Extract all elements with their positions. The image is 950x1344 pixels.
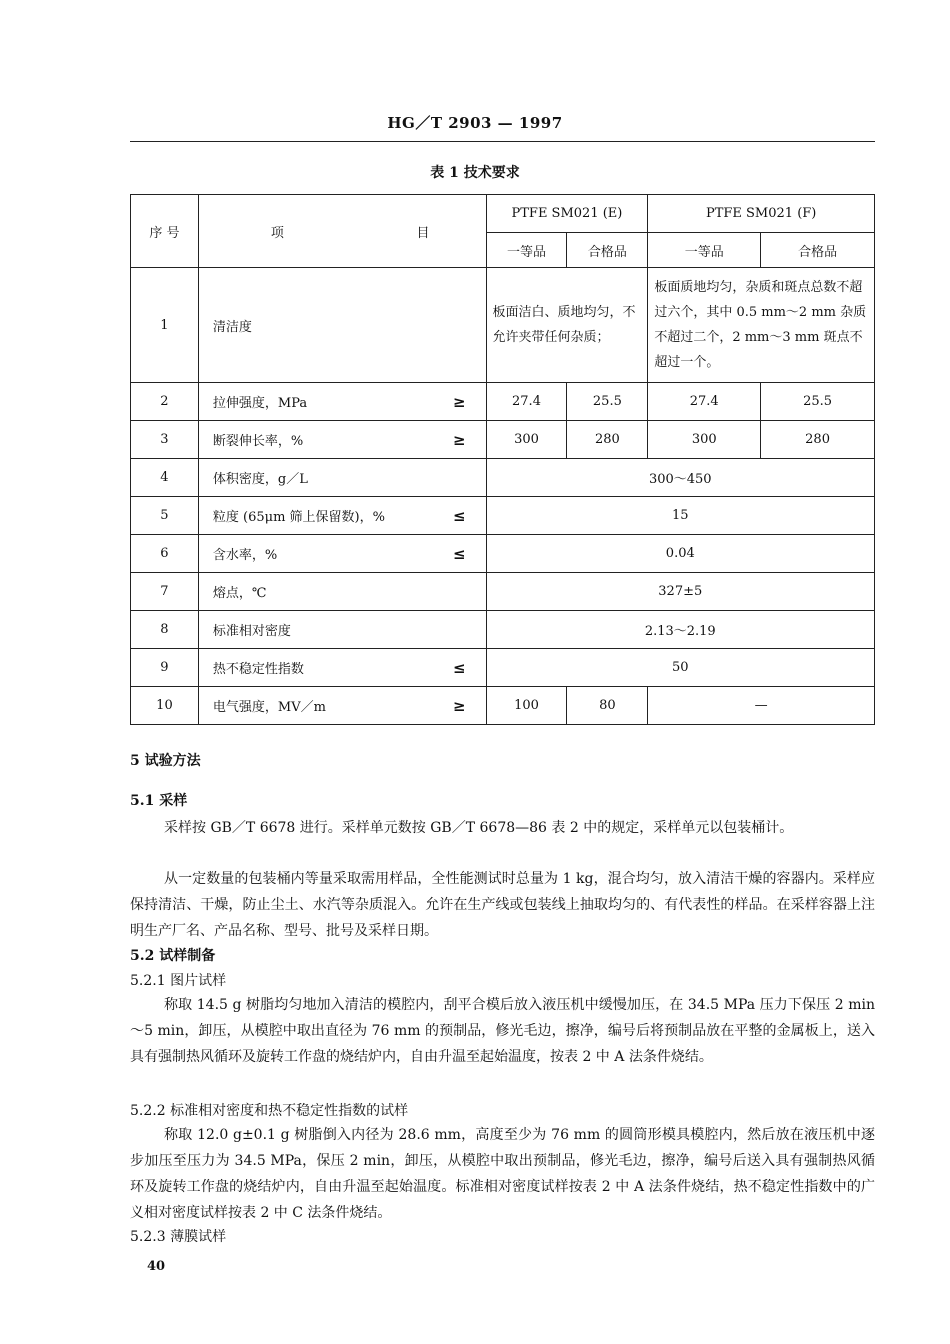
- table-row: [131, 573, 875, 611]
- section-5-2-heading: 5.2 试样制备: [130, 948, 216, 964]
- row-value: 300: [648, 421, 761, 459]
- row-value: 27.4: [486, 383, 567, 421]
- row-item-label: 体积密度，g／L: [212, 472, 308, 487]
- row-no: 6: [131, 535, 199, 573]
- row-no: 10: [131, 687, 199, 725]
- row-merged-value: 327±5: [486, 573, 874, 611]
- header-group-e: PTFE SM021 (E): [486, 195, 648, 233]
- table-row: [131, 611, 875, 649]
- header-group-f: PTFE SM021 (F): [648, 195, 875, 233]
- row-item: [198, 268, 486, 383]
- section-5-heading: 5 试验方法: [130, 753, 201, 769]
- row-item-label: 标准相对密度: [212, 624, 291, 639]
- row-item-label: 热不稳定性指数: [212, 662, 304, 677]
- row-item: [198, 611, 486, 649]
- row-merged-value: 0.04: [486, 535, 874, 573]
- comparator: ≤: [452, 658, 466, 677]
- table-row: [131, 497, 875, 535]
- row-item: [198, 649, 486, 687]
- row-no: 1: [131, 268, 199, 383]
- row-item: [198, 497, 486, 535]
- table-row: [131, 459, 875, 497]
- row-item-label: 断裂伸长率，%: [212, 434, 304, 449]
- section-5-2-1-heading: 5.2.1 图片试样: [130, 973, 227, 989]
- section-5-1-para-2: 从一定数量的包装桶内等量采取需用样品，全性能测试时总量为 1 kg，混合均匀，放入清洁干燥的容器内。采样应保持清洁、干燥，防止尘土、水汽等杂质混入。允许在生产线或包装线上抽取均匀的、有代表性的样品。在采样容器上注明生产厂名、产品名称、型号、批号及采样日期。: [130, 871, 875, 939]
- row-merged-value: 300～450: [486, 459, 874, 497]
- row-value: 300: [486, 421, 567, 459]
- section-5-1-para-1: 采样按 GB／T 6678 进行。采样单元数按 GB／T 6678—86 表 2 中的规定，采样单元以包装桶计。: [164, 820, 794, 836]
- row-value: 25.5: [567, 383, 648, 421]
- table-caption: 表 1 技术要求: [430, 165, 520, 181]
- row-e-text: 板面洁白、质地均匀，不允许夹带任何杂质；: [486, 268, 648, 383]
- comparator: ≥: [452, 696, 466, 715]
- row-item-label: 含水率，%: [212, 548, 278, 563]
- header-item-left: 项: [270, 225, 284, 241]
- standard-header: HG／T 2903 — 1997: [387, 114, 563, 132]
- row-no: 3: [131, 421, 199, 459]
- comparator: ≤: [452, 544, 466, 563]
- row-item-label: 熔点，℃: [212, 586, 267, 601]
- section-5-2-1-para: 称取 14.5 g 树脂均匀地加入清洁的模腔内，刮平合模后放入液压机中缓慢加压，在 34.5 MPa 压力下保压 2 min～5 min，卸压，从模腔中取出直径为 76 mm 的预制品，修光毛边，擦净，编号后将预制品放在平整的金属板上，送入具有强制热风循环及旋转工作盘的烧结炉内，自由升温至起始温度，按表 2 中 A 法条件烧结。: [130, 997, 875, 1065]
- header-item: [198, 195, 486, 268]
- row-f-dash: —: [648, 687, 875, 725]
- row-value: 27.4: [648, 383, 761, 421]
- section-5-2-2-heading: 5.2.2 标准相对密度和热不稳定性指数的试样: [130, 1103, 409, 1119]
- row-value: 280: [567, 421, 648, 459]
- row-item: [198, 383, 486, 421]
- row-no: 7: [131, 573, 199, 611]
- row-item-label: 粒度 (65μm 筛上保留数)，%: [212, 510, 385, 525]
- section-5-2-2-para: 称取 12.0 g±0.1 g 树脂倒入内径为 28.6 mm，高度至少为 76 mm 的圆筒形模具模腔内，然后放在液压机中逐步加压至压力为 34.5 MPa，保压 2 min，卸压，从模腔中取出预制品，修光毛边，擦净，编号后送入具有强制热风循环及旋转工作盘的烧结炉内，自由升温至起始温度。标准相对密度试样按表 2 中 A 法条件烧结，热不稳定性指数中的广义相对密度试样按表 2 中 C 法条件烧结。: [130, 1127, 875, 1221]
- page-number: 40: [147, 1259, 166, 1274]
- header-item-right: 目: [416, 225, 430, 241]
- table-row: [131, 421, 875, 459]
- row-merged-value: 50: [486, 649, 874, 687]
- row-f-text: 板面质地均匀，杂质和斑点总数不超过六个，其中 0.5 mm～2 mm 杂质不超过二个，2 mm～3 mm 斑点不超过一个。: [648, 268, 875, 383]
- row-merged-value: 15: [486, 497, 874, 535]
- row-item-label: 清洁度: [212, 319, 252, 335]
- header-rule: [130, 141, 875, 142]
- comparator: ≤: [452, 506, 466, 525]
- row-item: [198, 573, 486, 611]
- section-5-2-3-heading: 5.2.3 薄膜试样: [130, 1229, 227, 1245]
- header-f-qualified: 合格品: [761, 233, 875, 268]
- row-value: 280: [761, 421, 875, 459]
- comparator: ≥: [452, 392, 466, 411]
- header-f-first: 一等品: [648, 233, 761, 268]
- row-item: [198, 535, 486, 573]
- header-seq: 序 号: [131, 195, 199, 268]
- table-row: [131, 383, 875, 421]
- spec-table: [130, 194, 875, 725]
- row-no: 9: [131, 649, 199, 687]
- row-no: 4: [131, 459, 199, 497]
- row-value: 25.5: [761, 383, 875, 421]
- row-value: 100: [486, 687, 567, 725]
- table-header-row: [131, 195, 875, 233]
- table-row: [131, 649, 875, 687]
- section-5-1-heading: 5.1 采样: [130, 793, 188, 809]
- row-item-label: 拉伸强度，MPa: [212, 396, 308, 411]
- table-row: [131, 535, 875, 573]
- row-item: [198, 687, 486, 725]
- row-no: 2: [131, 383, 199, 421]
- row-no: 8: [131, 611, 199, 649]
- table-row: [131, 687, 875, 725]
- row-item: [198, 421, 486, 459]
- row-no: 5: [131, 497, 199, 535]
- header-e-first: 一等品: [486, 233, 567, 268]
- header-e-qualified: 合格品: [567, 233, 648, 268]
- table-row: [131, 268, 875, 383]
- row-value: 80: [567, 687, 648, 725]
- row-item: [198, 459, 486, 497]
- row-merged-value: 2.13～2.19: [486, 611, 874, 649]
- row-item-label: 电气强度，MV／m: [212, 700, 326, 715]
- comparator: ≥: [452, 430, 466, 449]
